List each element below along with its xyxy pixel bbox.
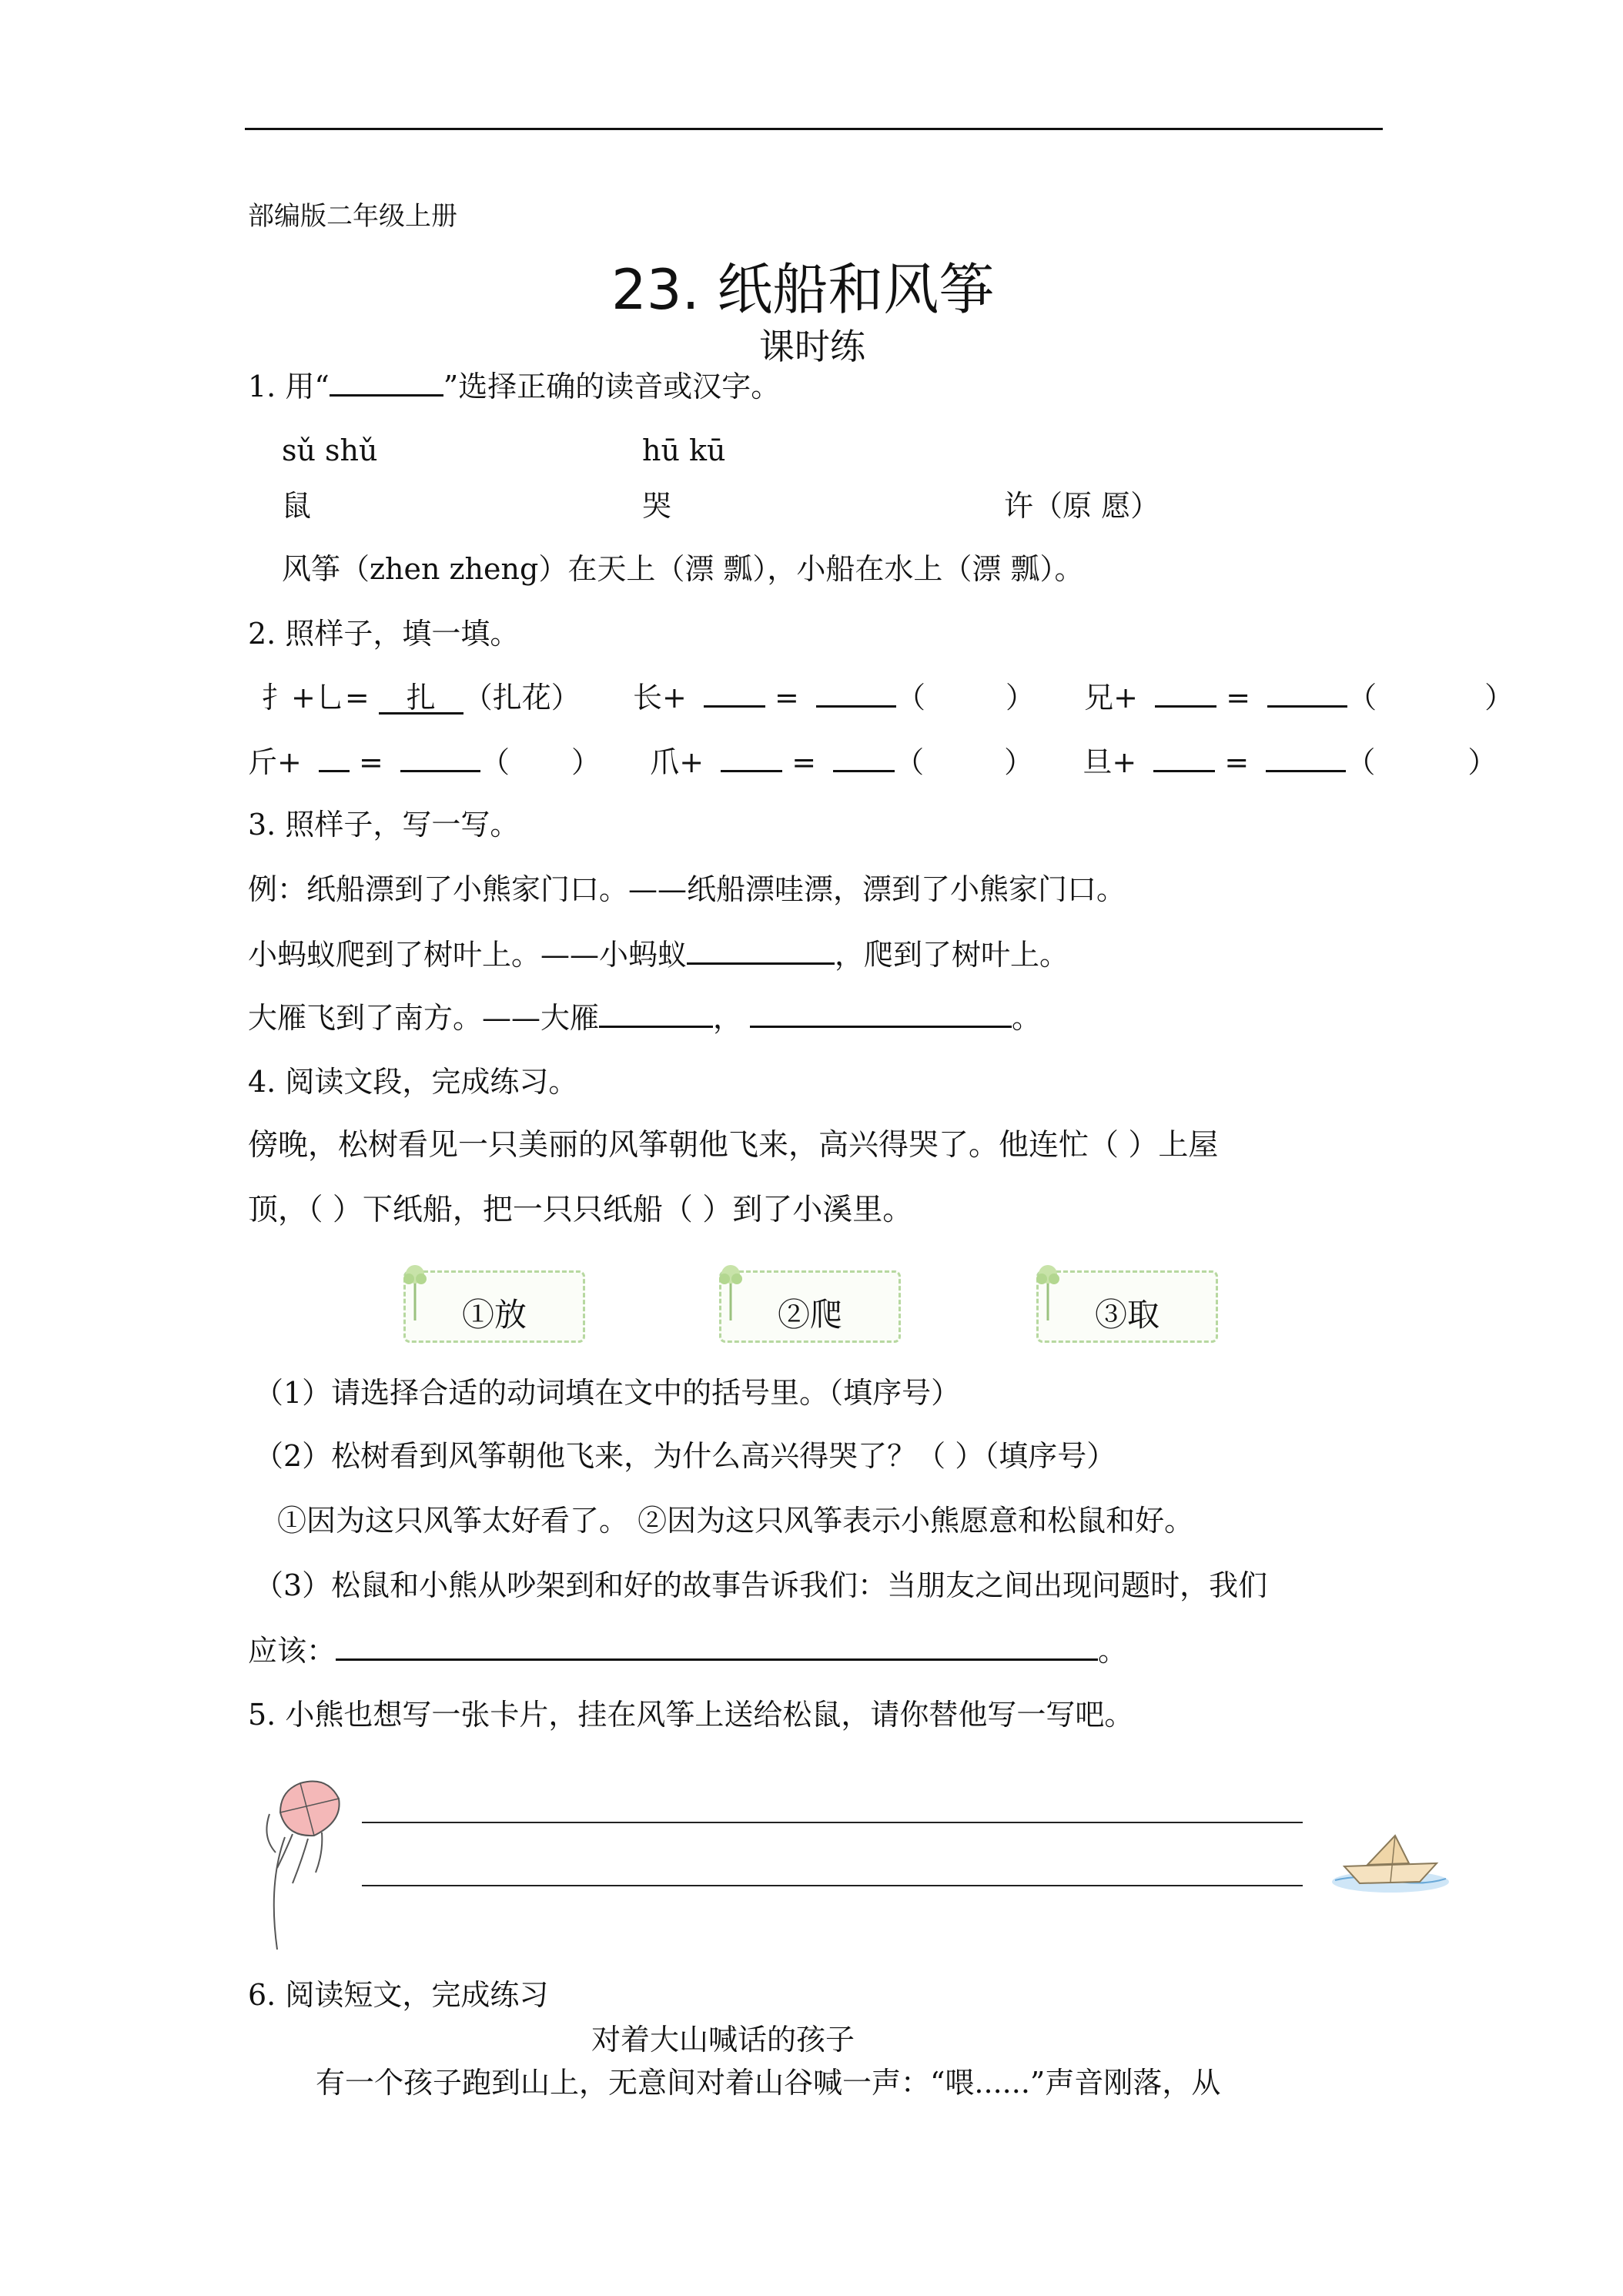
passage-title: 对着大山喊话的孩子 [591, 2023, 855, 2057]
q3-s2-b: ， [713, 1001, 743, 1035]
option-card-3 [1036, 1270, 1218, 1343]
edition-label: 部编版二年级上册 [248, 201, 457, 232]
rp: ） [1484, 681, 1514, 715]
q4-para-2: 顶，（ ）下纸船，把一只只纸船（ ）到了小溪里。 [248, 1193, 913, 1227]
q1-char-3: 许（原 愿） [1004, 489, 1160, 523]
q4-sub-1: （1）请选择合适的动词填在文中的括号里。（填序号） [254, 1376, 961, 1410]
q3-sentence-2 [248, 1002, 1041, 1033]
eq: = [775, 681, 799, 715]
lp: （ [1346, 745, 1376, 779]
eq: = [359, 745, 383, 779]
blank [816, 682, 896, 708]
q6-stem: 6. 阅读短文，完成练习 [248, 1978, 549, 2012]
option-label-2: ②爬 [777, 1296, 842, 1334]
q4-options: ①因为这只风筝太好看了。 ②因为这只风筝表示小熊愿意和松鼠和好。 [277, 1504, 1194, 1538]
blank [1153, 747, 1215, 772]
blank [1155, 682, 1216, 708]
q1-sentence: 风筝（zhen zheng）在天上（漂 瓢），小船在水上（漂 瓢）。 [282, 552, 1084, 586]
q2-example-left: 扌+乚= [262, 681, 370, 715]
blank [687, 939, 835, 965]
lp: （ [895, 681, 925, 715]
blank [336, 1635, 1098, 1661]
page-title: 23. 纸船和风筝 [611, 257, 995, 322]
q3-sentence-1 [248, 938, 1069, 972]
q2-row-2 [248, 747, 1497, 777]
lp: （ [895, 745, 925, 779]
q4-sub-3-answer [248, 1634, 1128, 1668]
blank [704, 682, 765, 708]
q2-r1-b: 长+ [632, 681, 687, 715]
q2-stem: 2. 照样子，填一填。 [248, 617, 520, 651]
q5-write-line-1[interactable] [362, 1822, 1303, 1823]
q4-sub-3: （3）松鼠和小熊从吵架到和好的故事告诉我们：当朋友之间出现问题时，我们 [254, 1568, 1268, 1602]
q1-pinyin-1: sǔ shǔ [282, 433, 378, 467]
q4-sub3-end: 。 [1098, 1634, 1128, 1668]
q1-char-1: 鼠 [282, 489, 312, 523]
eq: = [791, 745, 817, 779]
eq: = [1226, 681, 1251, 715]
paper-boat-icon [1329, 1829, 1452, 1899]
q2-example-answer: 扎 [379, 683, 463, 715]
rp: ） [571, 745, 601, 779]
rp: ） [1467, 745, 1498, 779]
q2-row-1 [262, 682, 1514, 715]
blank [721, 747, 782, 772]
q1-stem [248, 371, 780, 401]
q2-r2-b: 爪+ [650, 745, 704, 779]
option-label-1: ①放 [461, 1296, 527, 1334]
q1-blank [330, 371, 443, 397]
option-label-3: ③取 [1094, 1296, 1160, 1334]
passage-line-1: 有一个孩子跑到山上，无意间对着山谷喊一声：“喂......”声音刚落，从 [316, 2066, 1221, 2100]
q3-stem: 3. 照样子，写一写。 [248, 808, 520, 842]
q5-stem: 5. 小熊也想写一张卡片，挂在风筝上送给松鼠，请你替他写一写吧。 [248, 1698, 1134, 1732]
option-card-2 [719, 1270, 901, 1343]
q5-write-line-2[interactable] [362, 1885, 1303, 1886]
q3-s1-b: ，爬到了树叶上。 [835, 938, 1069, 972]
rp: ） [1004, 745, 1034, 779]
lp: （ [480, 745, 510, 779]
blank [1267, 682, 1347, 708]
top-rule [245, 128, 1383, 130]
page-subtitle: 课时练 [759, 326, 865, 367]
option-card-1 [403, 1270, 585, 1343]
q1-stem-a: 1. 用“ [248, 370, 330, 403]
q3-s1-a: 小蚂蚁爬到了树叶上。——小蚂蚁 [248, 938, 688, 972]
q4-para-1: 傍晚，松树看见一只美丽的风筝朝他飞来，高兴得哭了。他连忙（ ）上屋 [248, 1128, 1219, 1163]
lp: （ [1347, 681, 1377, 715]
q2-example-word: （扎花） [463, 681, 581, 715]
rp: ） [1005, 681, 1035, 715]
q3-s2-c: 。 [1012, 1001, 1042, 1035]
q1-char-2: 哭 [642, 489, 672, 523]
q2-r2-c: 旦+ [1083, 745, 1137, 779]
q2-r2-a: 斤+ [248, 745, 302, 779]
blank [599, 1002, 713, 1028]
q4-sub-2: （2）松树看到风筝朝他飞来，为什么高兴得哭了？（ ）（填序号） [254, 1439, 1116, 1473]
q3-s2-a: 大雁飞到了南方。——大雁 [248, 1001, 600, 1035]
blank [833, 747, 895, 772]
q4-sub3-lead: 应该： [248, 1634, 336, 1668]
q4-stem: 4. 阅读文段，完成练习。 [248, 1065, 578, 1099]
q2-r1-c: 兄+ [1084, 681, 1139, 715]
q3-example: 例：纸船漂到了小熊家门口。——纸船漂哇漂，漂到了小熊家门口。 [248, 872, 1126, 906]
q1-pinyin-2: hū kū [642, 433, 726, 467]
q1-stem-b: ”选择正确的读音或汉字。 [443, 370, 781, 403]
kite-icon [254, 1768, 354, 1953]
blank [750, 1002, 1012, 1028]
blank [400, 747, 480, 772]
eq: = [1224, 745, 1250, 779]
blank [319, 747, 350, 772]
blank [1266, 747, 1346, 772]
